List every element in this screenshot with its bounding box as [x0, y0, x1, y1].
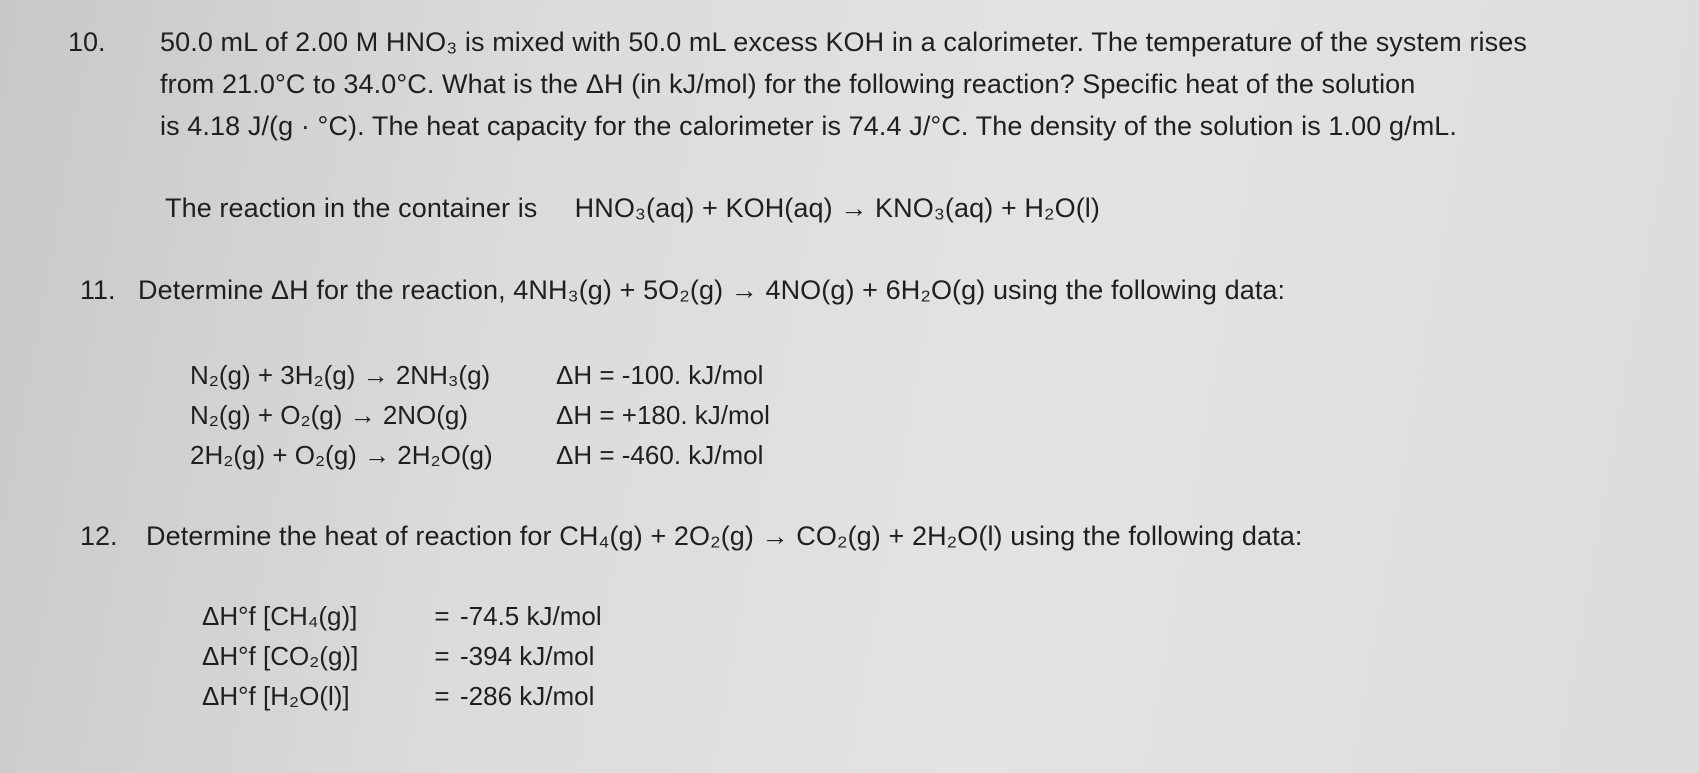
- q12-enthalpy-value: -74.5 kJ/mol: [460, 601, 602, 631]
- q12-equals: =: [434, 601, 450, 631]
- q12-data-table: [202, 596, 602, 716]
- q11-delta-h: ΔH = -460. kJ/mol: [556, 440, 764, 470]
- q11-delta-h: ΔH = +180. kJ/mol: [556, 400, 770, 430]
- q12-enthalpy-label: ΔH°f [H₂O(l)]: [202, 681, 350, 711]
- q12-text: Determine the heat of reaction for CH₄(g) + 2O₂(g) → CO₂(g) + 2H₂O(l) using the following data:: [146, 521, 1303, 551]
- q11-equation: N₂(g) + O₂(g) → 2NO(g): [190, 400, 469, 430]
- q11-delta-h: ΔH = -100. kJ/mol: [556, 360, 764, 390]
- q11-text: Determine ΔH for the reaction, 4NH₃(g) + 5O₂(g) → 4NO(g) + 6H₂O(g) using the following data:: [138, 275, 1286, 305]
- q11-data-table: [190, 355, 770, 475]
- q11-number: 11.: [80, 275, 116, 305]
- q10-number: 10.: [68, 27, 106, 57]
- q12-data-row: [202, 676, 602, 716]
- q10-reaction-intro: The reaction in the container is: [165, 193, 538, 223]
- q10-line-1: 50.0 mL of 2.00 M HNO₃ is mixed with 50.0 mL excess KOH in a calorimeter. The temperature of the system rises: [160, 27, 1527, 57]
- q12-equals: =: [434, 681, 450, 711]
- q10-line-3: is 4.18 J/(g · °C). The heat capacity for the calorimeter is 74.4 J/°C. The density of the solution is 1.00 g/mL.: [160, 111, 1458, 141]
- q12-number: 12.: [80, 521, 118, 551]
- q12-enthalpy-value: -286 kJ/mol: [460, 681, 595, 711]
- q11-data-row: [190, 395, 770, 435]
- q10-reaction: HNO₃(aq) + KOH(aq) → KNO₃(aq) + H₂O(l): [574, 193, 1100, 223]
- q10-reaction-line: [165, 192, 1100, 224]
- q12-data-row: [202, 636, 602, 676]
- q10-line-2: from 21.0°C to 34.0°C. What is the ΔH (in kJ/mol) for the following reaction? Specific heat of the solution: [160, 69, 1416, 99]
- q12-enthalpy-label: ΔH°f [CH₄(g)]: [202, 601, 358, 631]
- q11-equation: N₂(g) + 3H₂(g) → 2NH₃(g): [190, 360, 491, 390]
- q12-enthalpy-value: -394 kJ/mol: [460, 641, 595, 671]
- q12-enthalpy-label: ΔH°f [CO₂(g)]: [202, 641, 359, 671]
- q11-equation: 2H₂(g) + O₂(g) → 2H₂O(g): [190, 440, 493, 470]
- q11-data-row: [190, 355, 770, 395]
- q12-equals: =: [434, 641, 450, 671]
- q11-data-row: [190, 435, 770, 475]
- q12-data-row: [202, 596, 602, 636]
